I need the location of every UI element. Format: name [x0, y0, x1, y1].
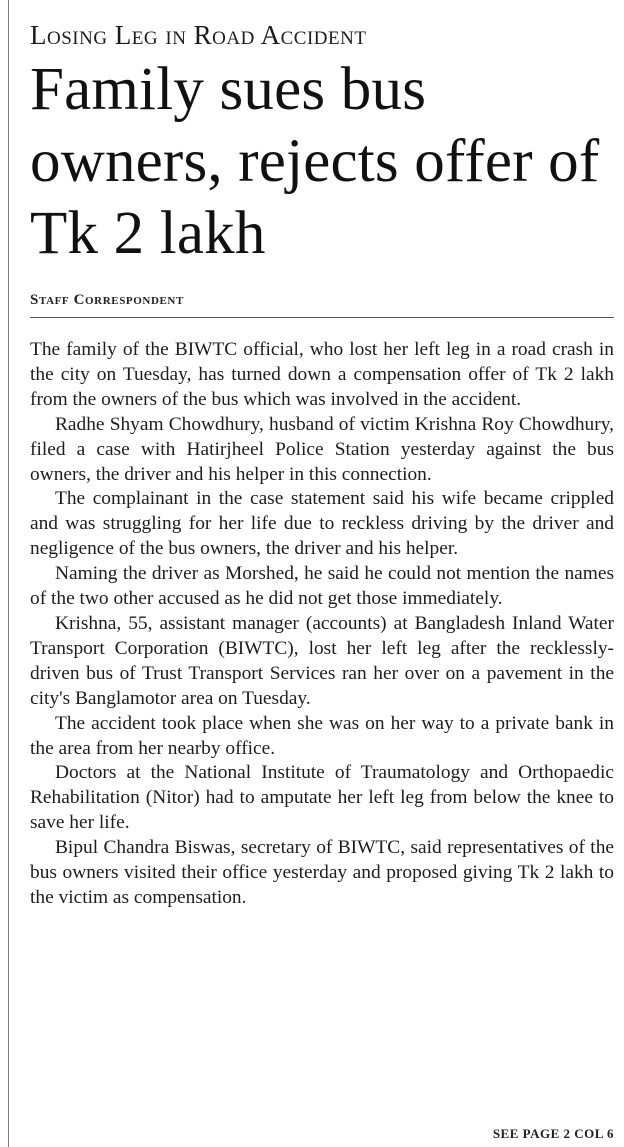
article-paragraph: Radhe Shyam Chowdhury, husband of victim Krishna Roy Chowdhury, filed a case with Hatirjheel Police Station yesterday against the bus owners, the driver and his helper in this connection. — [30, 413, 614, 485]
column-divider-rule — [8, 0, 9, 1147]
article-paragraph: The family of the BIWTC official, who lost her left leg in a road crash in the city on Tuesday, has turned down a compensation offer of Tk 2 lakh from the owners of the bus which was involved in the accident. — [30, 339, 614, 410]
article-paragraph: Krishna, 55, assistant manager (accounts) at Bangladesh Inland Water Transport Corporation (BIWTC), lost her left leg after the recklessly-driven bus of Trust Transport Services ran her over on a pavement in the city's Banglamotor area on Tuesday. — [30, 612, 614, 709]
article-byline: Staff Correspondent — [30, 292, 614, 318]
continued-on-page-note: SEE PAGE 2 COL 6 — [492, 1126, 614, 1141]
article-paragraph: Doctors at the National Institute of Traumatology and Orthopaedic Rehabilitation (Nitor) had to amputate her left leg from below the knee to save her life. — [30, 762, 614, 834]
article-paragraph: Naming the driver as Morshed, he said he could not mention the names of the two other accused as he did not get those immediately. — [30, 563, 614, 610]
article-body — [30, 338, 614, 911]
article-paragraph: The accident took place when she was on her way to a private bank in the area from her nearby office. — [30, 712, 614, 759]
article-paragraph: Bipul Chandra Biswas, secretary of BIWTC, said representatives of the bus owners visited their office yesterday and proposed giving Tk 2 lakh to the victim as compensation. — [30, 837, 614, 908]
article-headline: Family sues bus owners, rejects offer of Tk 2 lakh — [30, 56, 600, 267]
article-kicker: Losing Leg in Road Accident — [30, 20, 367, 50]
article-paragraph: The complainant in the case statement said his wife became crippled and was struggling for her life due to reckless driving by the driver and negligence of the bus owners, the driver and his helper. — [30, 488, 614, 560]
news-article — [30, 18, 614, 911]
